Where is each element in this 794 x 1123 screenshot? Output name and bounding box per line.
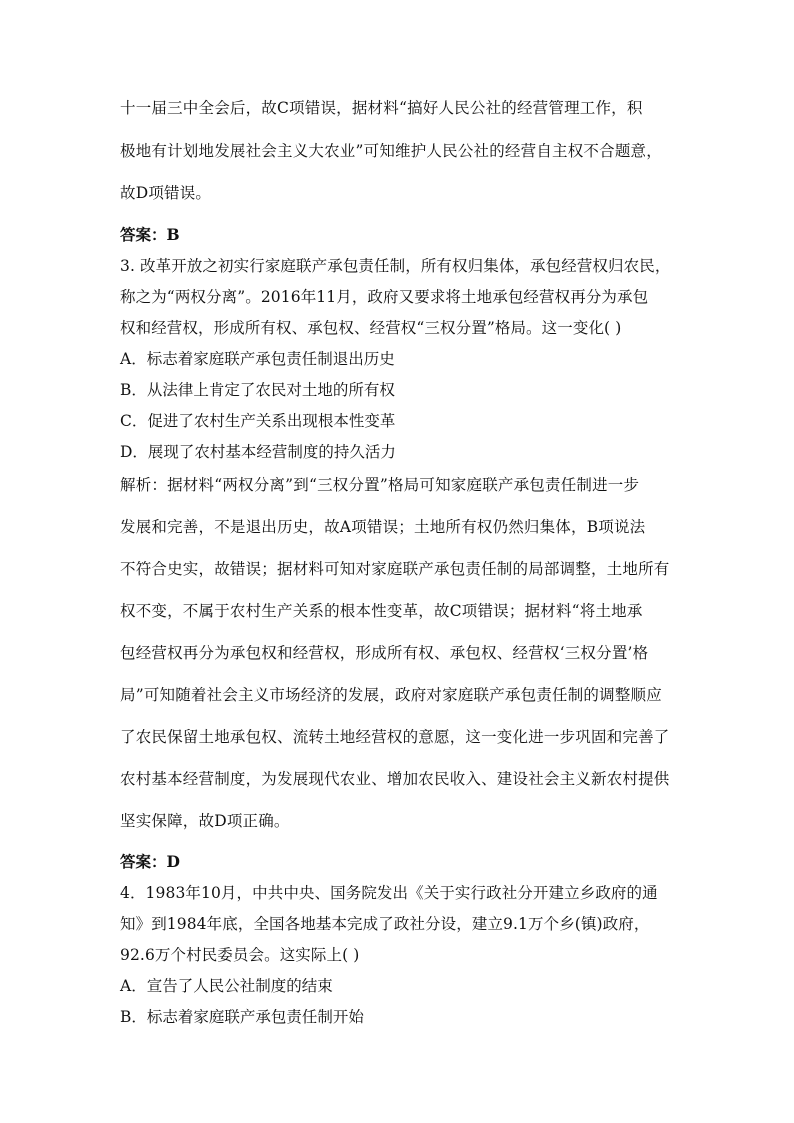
q3-option-a: A．标志着家庭联产承包责任制退出历史 <box>120 350 395 368</box>
q3-analysis-line: 局”可知随着社会主义市场经济的发展，政府对家庭联产承包责任制的调整顺应 <box>120 686 662 704</box>
q3-analysis-line: 了农民保留土地承包权、流转土地经营权的意愿，这一变化进一步巩固和完善了 <box>120 728 670 746</box>
q3-analysis-line: 农村基本经营制度，为发展现代农业、增加农民收入、建设社会主义新农村提供 <box>120 770 670 788</box>
q3-analysis-line: 解析：据材料“两权分离”到“三权分置”格局可知家庭联产承包责任制进一步 <box>120 476 640 494</box>
q3-option-b: B．从法律上肯定了农民对土地的所有权 <box>120 381 395 399</box>
q3-option-d: D．展现了农村基本经营制度的持久活力 <box>120 443 396 461</box>
answer-2: 答案：B <box>120 225 180 244</box>
q4-stem-line: 4．1983年10月，中共中央、国务院发出《关于实行政社分开建立乡政府的通 <box>120 884 658 902</box>
answer-3: 答案：D <box>120 852 180 871</box>
q3-analysis-line: 权不变，不属于农村生产关系的根本性变革，故C项错误；据材料“将土地承 <box>120 602 643 620</box>
q3-analysis-line: 包经营权再分为承包权和经营权，形成所有权、承包权、经营权‘三权分置’格 <box>120 644 649 662</box>
q4-option-a: A．宣告了人民公社制度的结束 <box>120 977 333 995</box>
q3-analysis-line: 发展和完善，不是退出历史，故A项错误；土地所有权仍然归集体，B项说法 <box>120 518 646 536</box>
q3-analysis-line: 坚实保障，故D项正确。 <box>120 812 290 830</box>
q4-option-b: B．标志着家庭联产承包责任制开始 <box>120 1008 364 1026</box>
q3-stem-line: 称之为“两权分离”。2016年11月，政府又要求将土地承包经营权再分为承包 <box>120 288 649 306</box>
q4-stem-line: 92.6万个村民委员会。这实际上( ) <box>120 946 360 964</box>
q3-stem-line: 权和经营权，形成所有权、承包权、经营权“三权分置”格局。这一变化( ) <box>120 319 622 337</box>
q3-option-c: C．促进了农村生产关系出现根本性变革 <box>120 412 396 430</box>
q4-stem-line: 知》到1984年底，全国各地基本完成了政社分设，建立9.1万个乡(镇)政府， <box>120 915 650 933</box>
prev-analysis-line: 极地有计划地发展社会主义大农业”可知维护人民公社的经营自主权不合题意， <box>120 142 662 160</box>
q3-analysis-line: 不符合史实，故错误；据材料可知对家庭联产承包责任制的局部调整，土地所有 <box>120 560 670 578</box>
q3-stem-line: 3. 改革开放之初实行家庭联产承包责任制，所有权归集体，承包经营权归农民， <box>120 257 671 275</box>
prev-analysis-line: 十一届三中全会后，故C项错误，据材料“搞好人民公社的经营管理工作，积 <box>120 99 643 117</box>
prev-analysis-line: 故D项错误。 <box>120 184 212 202</box>
